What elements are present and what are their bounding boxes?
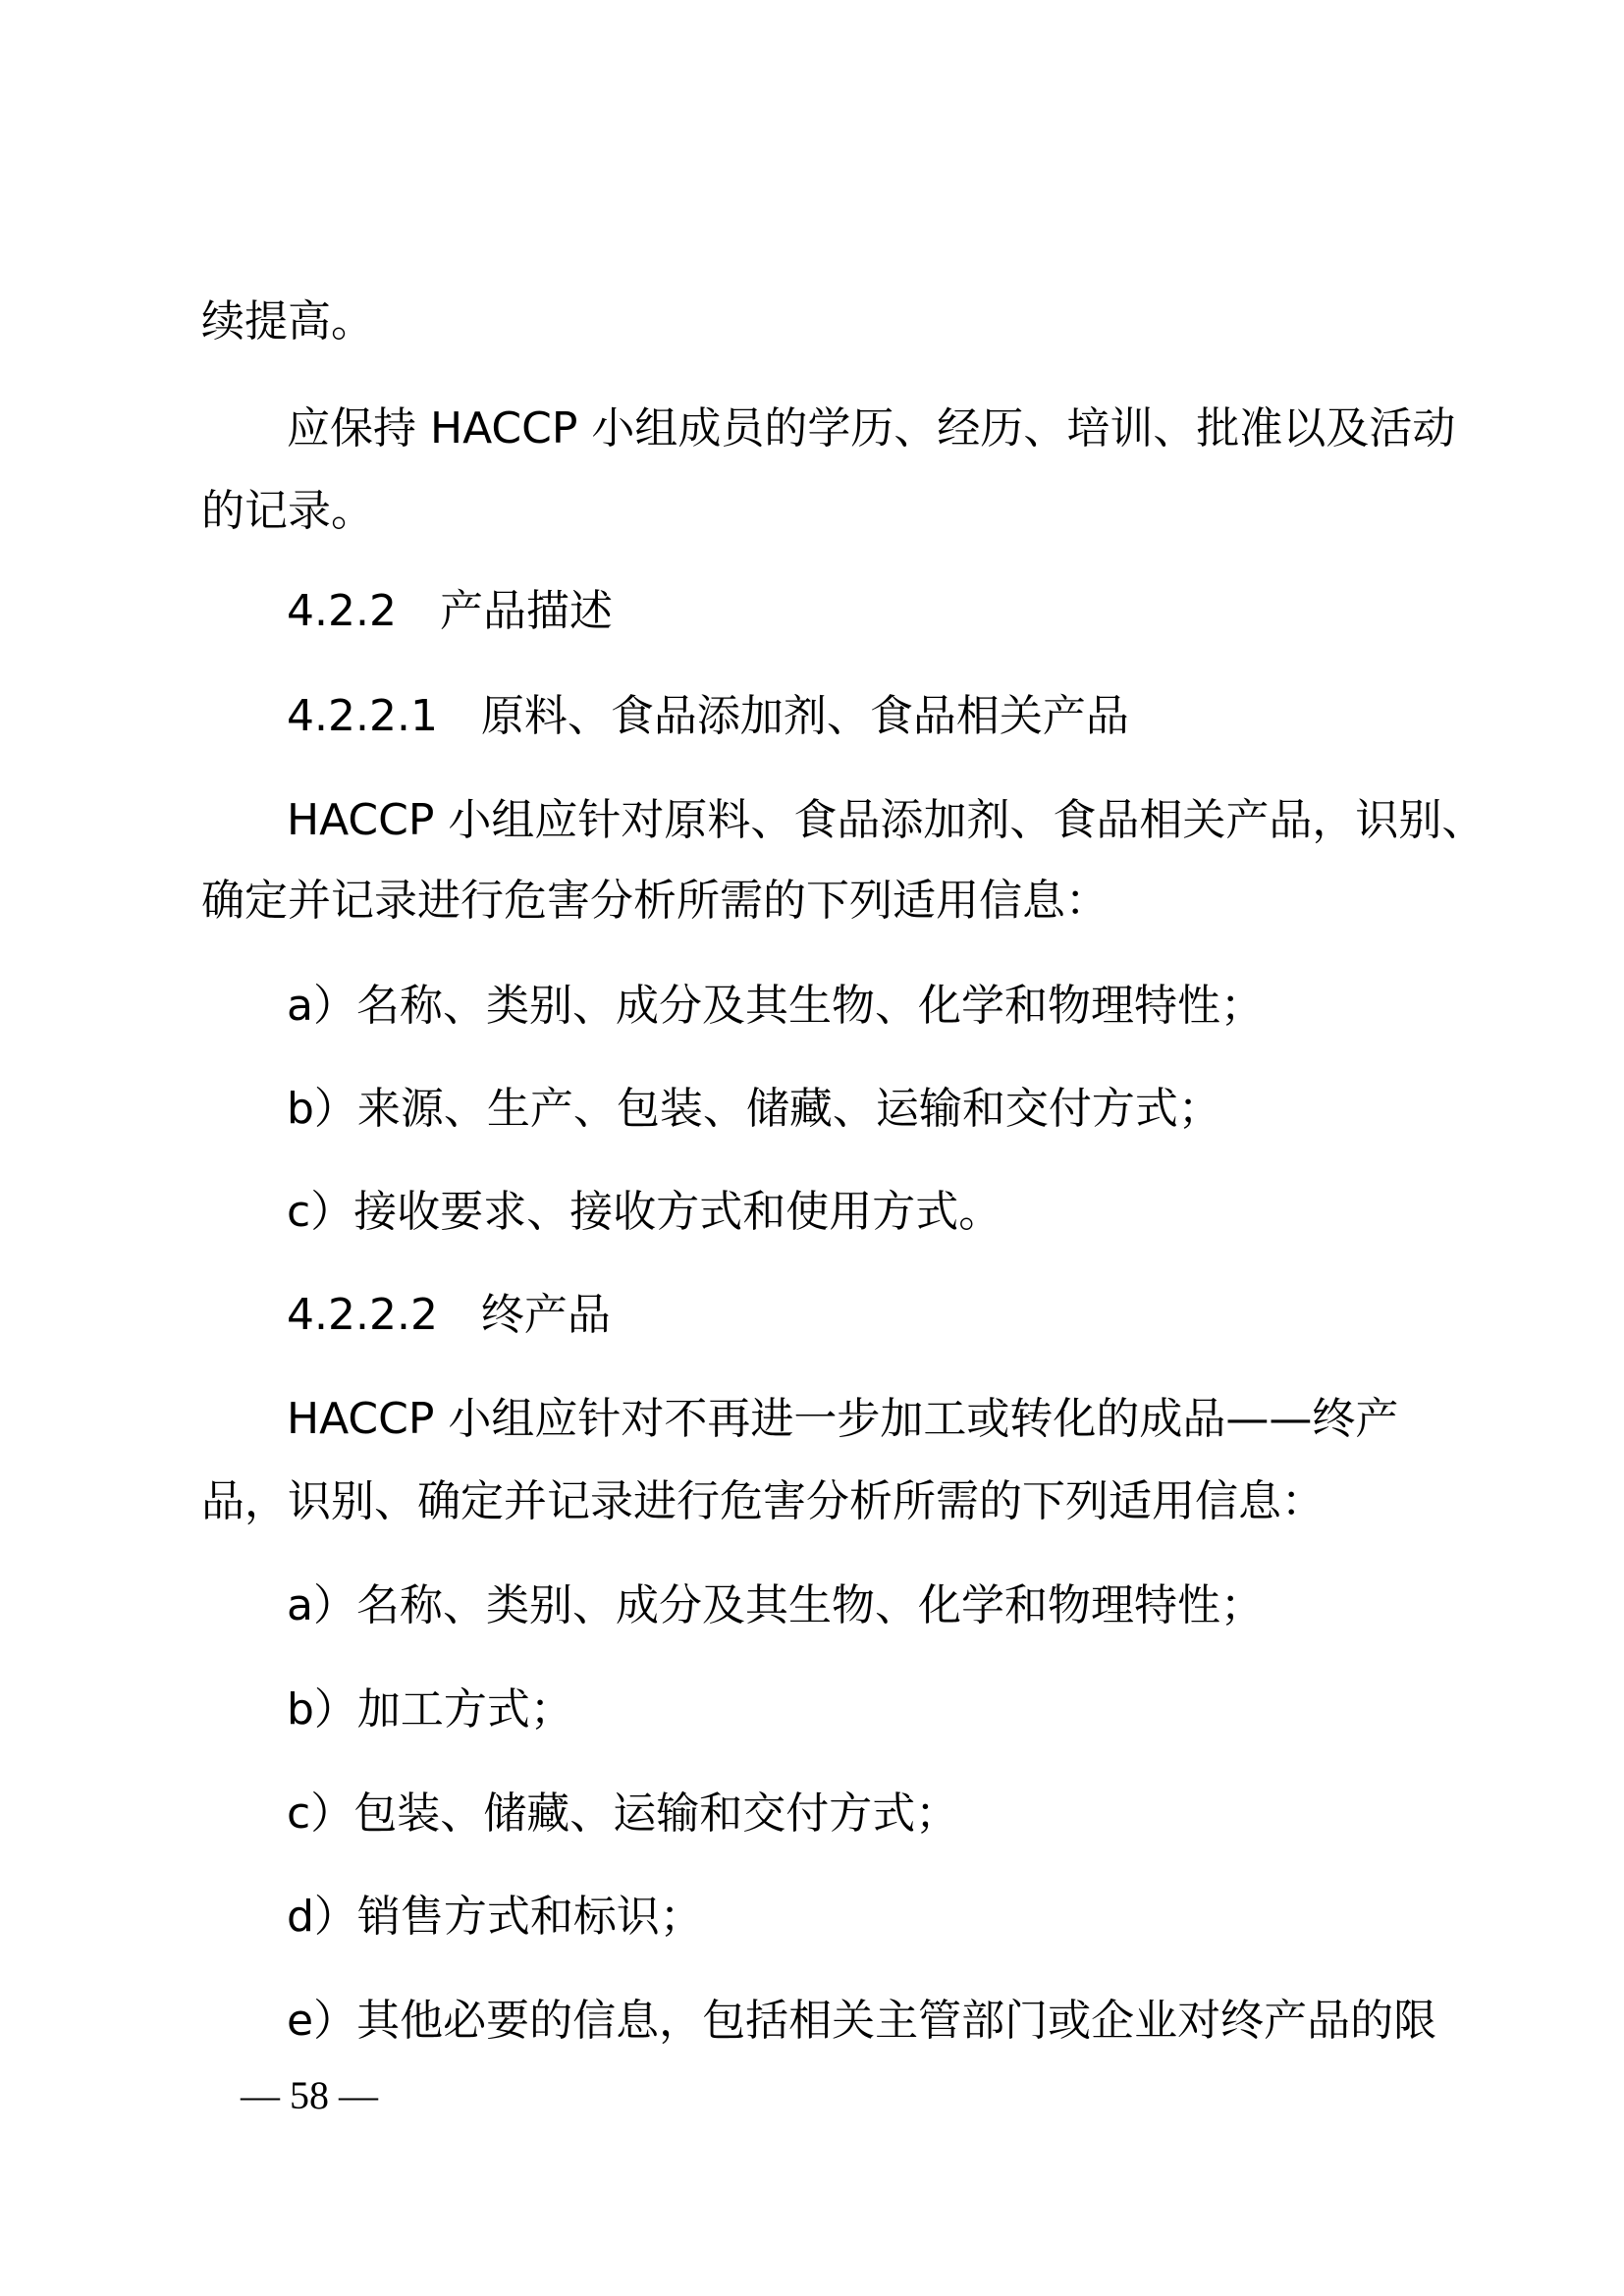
list-item-a: a）名称、类别、成分及其生物、化学和物理特性； [287, 981, 1264, 1031]
section-heading-4-2-2: 4.2.2 产品描述 [287, 586, 613, 636]
list-item-d-2: d）销售方式和标识； [287, 1892, 703, 1942]
text-line-6: HACCP 小组应针对原料、食品添加剂、食品相关产品，识别、 [287, 795, 1486, 845]
list-item-b-2: b）加工方式； [287, 1684, 573, 1735]
subsection-heading-4-2-2-1: 4.2.2.1 原料、食品添加剂、食品相关产品 [287, 691, 1129, 741]
text-line-13: 品，识别、确定并记录进行危害分析所需的下列适用信息： [201, 1476, 1325, 1526]
text-line-3: 的记录。 [201, 486, 374, 536]
text-line-7: 确定并记录进行危害分析所需的下列适用信息： [201, 876, 1109, 926]
list-item-b: b）来源、生产、包装、储藏、运输和交付方式； [287, 1084, 1221, 1134]
text-line-12: HACCP 小组应针对不再进一步加工或转化的成品——终产 [287, 1394, 1399, 1444]
list-item-a-2: a）名称、类别、成分及其生物、化学和物理特性； [287, 1580, 1264, 1630]
list-item-e-2: e）其他必要的信息，包括相关主管部门或企业对终产品的限 [287, 1996, 1437, 2046]
subsection-heading-4-2-2-2: 4.2.2.2 终产品 [287, 1290, 611, 1340]
list-item-c-2: c）包装、储藏、运输和交付方式； [287, 1789, 959, 1839]
page-number: — 58 — [241, 2073, 378, 2117]
list-item-c: c）接收要求、接收方式和使用方式。 [287, 1187, 1002, 1237]
text-line-1: 续提高。 [201, 296, 374, 347]
text-line-2: 应保持 HACCP 小组成员的学历、经历、培训、批准以及活动 [287, 403, 1456, 454]
